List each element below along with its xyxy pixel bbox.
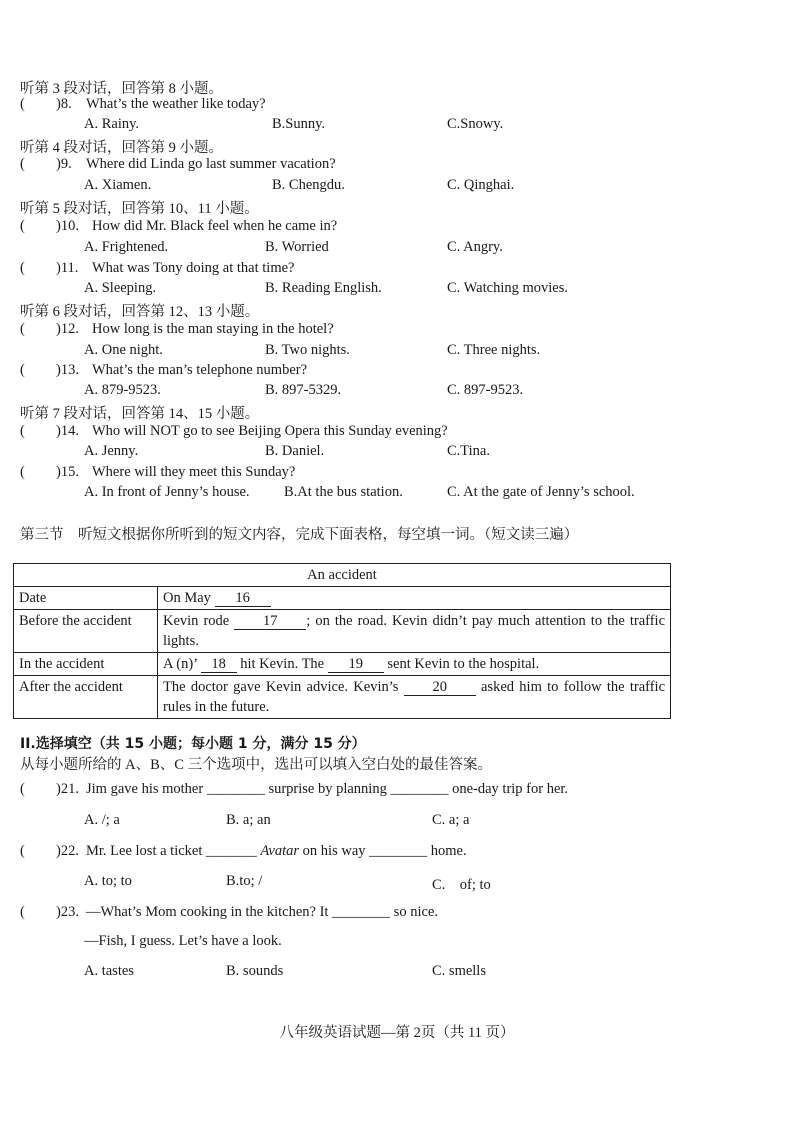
accident-table: [13, 563, 671, 719]
row-label: Before the accident: [14, 610, 158, 653]
option-a: A. Sleeping.: [84, 280, 157, 296]
option-c: C. Three nights.: [447, 342, 541, 358]
option-b: B.At the bus station.: [284, 484, 403, 500]
question-11: ( )11. What was Tony doing at that time?: [20, 260, 295, 276]
option-c: C. At the gate of Jenny’s school.: [447, 484, 635, 500]
option-b: B. 897-5329.: [265, 382, 342, 398]
row-label: In the accident: [14, 653, 158, 676]
part3-header: 第三节 听短文根据你所听到的短文内容，完成下面表格，每空填一词。（短文读三遍）: [20, 527, 579, 543]
question-21: ( )21. Jim gave his mother ________ surprise by planning ________ one-day trip for her.: [20, 781, 569, 797]
blank-16[interactable]: 16: [215, 590, 271, 607]
question-21-options: [0, 812, 794, 832]
option-b: B. Daniel.: [265, 443, 325, 459]
option-b: B. a; an: [226, 812, 271, 828]
question-9: ( )9. Where did Linda go last summer vacation?: [20, 156, 336, 172]
option-c: C. smells: [432, 963, 486, 979]
option-a: A. Xiamen.: [84, 177, 152, 193]
page-footer: 八年级英语试题—第 2页（共 11 页）: [279, 1025, 515, 1041]
section-header-6: 听第 6 段对话，回答第 12、13 小题。: [20, 304, 260, 320]
option-a: A. Jenny.: [84, 443, 139, 459]
question-22-options: [0, 873, 794, 893]
option-c: C. Qinghai.: [447, 177, 515, 193]
option-c: C. 897-9523.: [447, 382, 524, 398]
question-10-options: [0, 239, 794, 259]
option-c: C. Angry.: [447, 239, 503, 255]
part2-instructions: 从每小题所给的 A、B、C 三个选项中，选出可以填入空白处的最佳答案。: [20, 757, 493, 773]
table-row-date: [14, 587, 671, 610]
question-13: ( )13. What’s the man’s telephone number?: [20, 362, 308, 378]
table-row-before: [14, 610, 671, 653]
row-content: A (n)’ 18 hit Kevin. The 19 sent Kevin to the hospital.: [158, 653, 671, 676]
question-9-options: [0, 177, 794, 197]
question-8-options: [0, 116, 794, 136]
blank-17[interactable]: 17: [234, 613, 306, 630]
row-content: Kevin rode 17 ; on the road. Kevin didn’t pay much attention to the traffic lights.: [158, 610, 671, 653]
question-23-options: [0, 963, 794, 983]
option-b: B. Chengdu.: [272, 177, 345, 193]
option-a: A. to; to: [84, 873, 132, 889]
option-c: C.Tina.: [447, 443, 490, 459]
table-title: An accident: [14, 564, 671, 587]
option-a: A. Frightened.: [84, 239, 169, 255]
question-13-options: [0, 382, 794, 402]
question-15: ( )15. Where will they meet this Sunday?: [20, 464, 296, 480]
blank-20[interactable]: 20: [404, 679, 476, 696]
question-10: ( )10. How did Mr. Black feel when he came in?: [20, 218, 338, 234]
option-c: C. Watching movies.: [447, 280, 568, 296]
question-12: ( )12. How long is the man staying in the hotel?: [20, 321, 334, 337]
blank-18[interactable]: 18: [201, 656, 237, 673]
row-label: After the accident: [14, 676, 158, 719]
option-b: B. Worried: [265, 239, 329, 255]
option-b: B. sounds: [226, 963, 284, 979]
part2-title: II.选择填空（共 15 小题；每小题 1 分，满分 15 分）: [20, 736, 366, 752]
option-a: A. Rainy.: [84, 116, 140, 132]
table-row-in: [14, 653, 671, 676]
blank-19[interactable]: 19: [328, 656, 384, 673]
option-a: A. One night.: [84, 342, 163, 358]
row-content: The doctor gave Kevin advice. Kevin’s 20 asked him to follow the traffic rules in the future.: [158, 676, 671, 719]
table-row-after: [14, 676, 671, 719]
option-b: B.to; /: [226, 873, 263, 889]
question-23-reply: —Fish, I guess. Let’s have a look.: [84, 933, 282, 949]
section-header-7: 听第 7 段对话，回答第 14、15 小题。: [20, 406, 260, 422]
row-label: Date: [14, 587, 158, 610]
option-c: C.Snowy.: [447, 116, 504, 132]
question-14: ( )14. Who will NOT go to see Beijing Opera this Sunday evening?: [20, 423, 448, 439]
option-a: A. 879-9523.: [84, 382, 161, 398]
option-c: C. of; to: [432, 877, 491, 893]
question-15-options: [0, 484, 794, 504]
option-a: A. In front of Jenny’s house.: [84, 484, 250, 500]
option-b: B. Reading English.: [265, 280, 382, 296]
question-8: ( )8. What’s the weather like today?: [20, 96, 266, 112]
question-22: ( )22. Mr. Lee lost a ticket _______ Avatar on his way ________ home.: [20, 843, 467, 859]
row-content: On May 16: [158, 587, 671, 610]
option-b: B. Two nights.: [265, 342, 350, 358]
option-c: C. a; a: [432, 812, 470, 828]
question-14-options: [0, 443, 794, 463]
question-23: ( )23. —What’s Mom cooking in the kitchen? It ________ so nice.: [20, 904, 438, 920]
option-a: A. tastes: [84, 963, 134, 979]
section-header-5: 听第 5 段对话，回答第 10、11 小题。: [20, 201, 259, 217]
question-12-options: [0, 342, 794, 362]
section-header-4: 听第 4 段对话，回答第 9 小题。: [20, 140, 223, 156]
section-header-3: 听第 3 段对话，回答第 8 小题。: [20, 81, 223, 97]
option-a: A. /; a: [84, 812, 120, 828]
question-11-options: [0, 280, 794, 300]
option-b: B.Sunny.: [272, 116, 326, 132]
